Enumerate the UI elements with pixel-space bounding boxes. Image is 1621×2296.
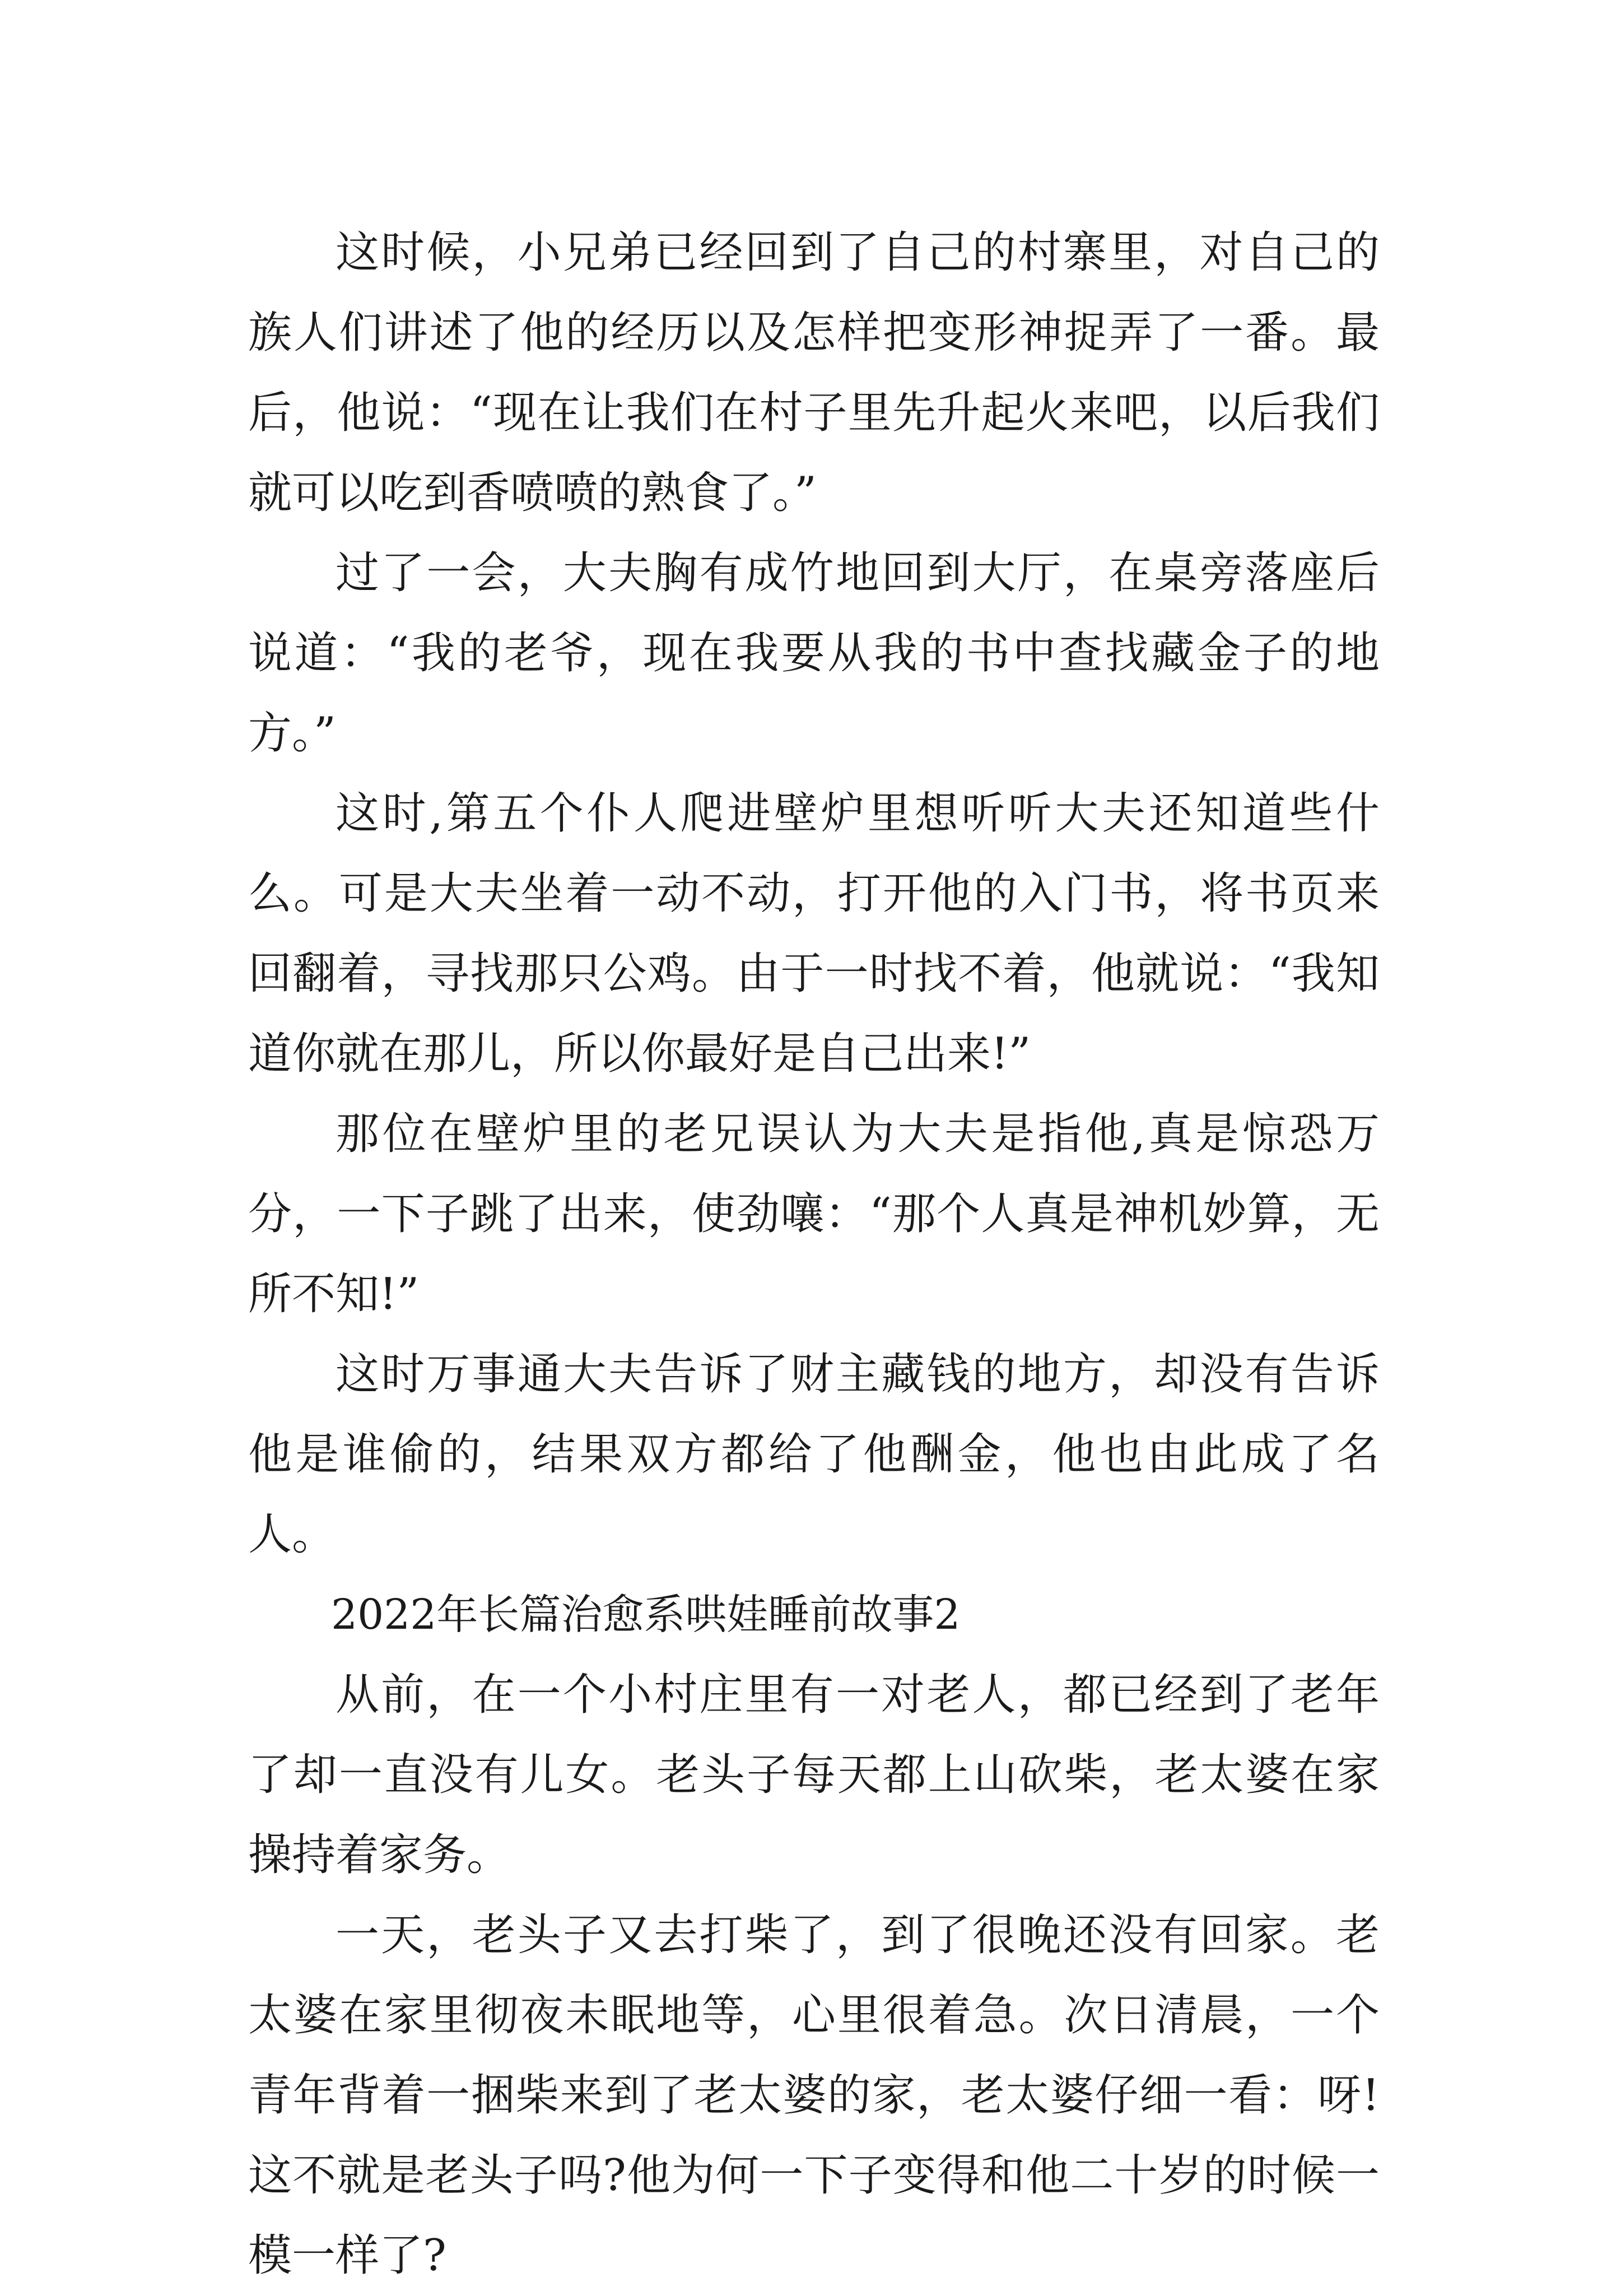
paragraph: 过了一会，大夫胸有成竹地回到大厅，在桌旁落座后说道：“我的老爷，现在我要从我的书中查找藏金子的地方。”	[248, 548, 1380, 759]
paragraph: 这时万事通大夫告诉了财主藏钱的地方，却没有告诉他是谁偷的，结果双方都给了他酬金，他也由此成了名人。	[248, 1349, 1380, 1560]
paragraph: 那位在壁炉里的老兄误认为大夫是指他,真是惊恐万分，一下子跳了出来，使劲嚷：“那个人真是神机妙算，无所不知!”	[248, 1109, 1380, 1319]
document-body	[248, 213, 1380, 2296]
paragraph: 这时候，小兄弟已经回到了自己的村寨里，对自己的族人们讲述了他的经历以及怎样把变形神捉弄了一番。最后，他说：“现在让我们在村子里先升起火来吧，以后我们就可以吃到香喷喷的熟食了。”	[248, 227, 1380, 518]
story-heading: 2022年长篇治愈系哄娃睡前故事2	[331, 1591, 961, 1639]
paragraph: 从前，在一个小村庄里有一对老人，都已经到了老年了却一直没有儿女。老头子每天都上山砍柴，老太婆在家操持着家务。	[248, 1670, 1380, 1880]
paragraph: 一天，老头子又去打柴了，到了很晚还没有回家。老太婆在家里彻夜未眠地等，心里很着急。次日清晨，一个青年背着一捆柴来到了老太婆的家，老太婆仔细一看：呀!这不就是老头子吗?他为何一下子变得和他二十岁的时候一模一样了?	[248, 1910, 1380, 2281]
paragraph: 这时,第五个仆人爬进壁炉里想听听大夫还知道些什么。可是大夫坐着一动不动，打开他的入门书，将书页来回翻着，寻找那只公鸡。由于一时找不着，他就说：“我知道你就在那儿，所以你最好是自己出来!”	[248, 788, 1380, 1079]
